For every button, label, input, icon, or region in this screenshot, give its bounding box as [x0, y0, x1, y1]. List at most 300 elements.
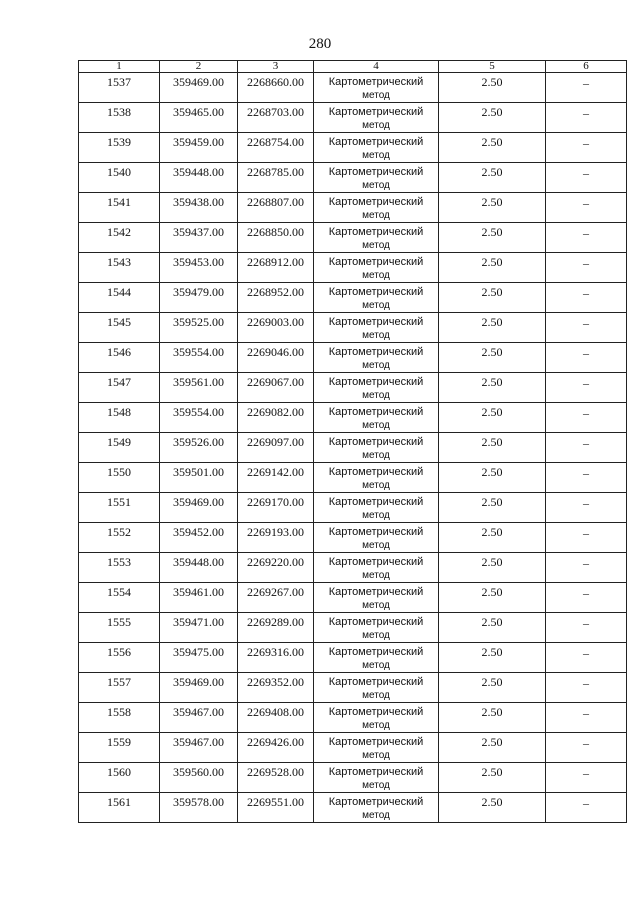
x-coordinate: 359467.00 [173, 735, 224, 749]
method-line-1: Картометрический [328, 556, 424, 568]
method-cell [314, 133, 439, 163]
method-line-1: Картометрический [328, 106, 424, 118]
point-number-cell [79, 133, 160, 163]
y-coordinate-cell [238, 733, 314, 763]
x-coordinate-cell [160, 253, 238, 283]
point-number-cell [79, 703, 160, 733]
note-cell [546, 733, 627, 763]
point-number-cell [79, 283, 160, 313]
accuracy-cell [439, 553, 546, 583]
accuracy-cell [439, 403, 546, 433]
method-line-1: Картометрический [328, 646, 424, 658]
x-coordinate: 359475.00 [173, 645, 224, 659]
method-line-1: Картометрический [328, 136, 424, 148]
accuracy-cell [439, 313, 546, 343]
note-cell [546, 703, 627, 733]
table-row [79, 703, 627, 733]
method-cell [314, 103, 439, 133]
point-number-cell [79, 733, 160, 763]
accuracy-cell [439, 103, 546, 133]
x-coordinate-cell [160, 553, 238, 583]
accuracy-value: 2.50 [481, 705, 503, 719]
method-line-1: Картометрический [328, 436, 424, 448]
point-number-cell [79, 523, 160, 553]
y-coordinate: 2268785.00 [247, 165, 304, 179]
table-row [79, 673, 627, 703]
method-line-1: Картометрический [328, 226, 424, 238]
note-value: – [583, 706, 589, 720]
y-coordinate: 2269352.00 [247, 675, 304, 689]
x-coordinate: 359560.00 [173, 765, 224, 779]
accuracy-cell [439, 733, 546, 763]
x-coordinate-cell [160, 313, 238, 343]
note-value: – [583, 406, 589, 420]
y-coordinate: 2269316.00 [247, 645, 304, 659]
y-coordinate-cell [238, 403, 314, 433]
accuracy-value: 2.50 [481, 165, 503, 179]
note-cell [546, 763, 627, 793]
point-number: 1545 [107, 315, 131, 329]
point-number: 1544 [107, 285, 131, 299]
accuracy-cell [439, 433, 546, 463]
x-coordinate: 359469.00 [173, 495, 224, 509]
y-coordinate-cell [238, 673, 314, 703]
note-value: – [583, 376, 589, 390]
y-coordinate-cell [238, 703, 314, 733]
y-coordinate-cell [238, 463, 314, 493]
y-coordinate: 2269220.00 [247, 555, 304, 569]
point-number: 1555 [107, 615, 131, 629]
x-coordinate: 359467.00 [173, 705, 224, 719]
y-coordinate: 2269426.00 [247, 735, 304, 749]
y-coordinate: 2268660.00 [247, 75, 304, 89]
point-number: 1543 [107, 255, 131, 269]
y-coordinate-cell [238, 343, 314, 373]
point-number: 1554 [107, 585, 131, 599]
x-coordinate-cell [160, 643, 238, 673]
method-cell [314, 613, 439, 643]
note-cell [546, 193, 627, 223]
point-number-cell [79, 643, 160, 673]
note-value: – [583, 496, 589, 510]
column-header-4: 4 [314, 61, 439, 73]
accuracy-cell [439, 493, 546, 523]
method-line-2: метод [362, 690, 390, 701]
x-coordinate-cell [160, 763, 238, 793]
x-coordinate: 359501.00 [173, 465, 224, 479]
table-row [79, 373, 627, 403]
method-cell [314, 73, 439, 103]
y-coordinate: 2269408.00 [247, 705, 304, 719]
accuracy-value: 2.50 [481, 675, 503, 689]
note-value: – [583, 346, 589, 360]
x-coordinate: 359525.00 [173, 315, 224, 329]
accuracy-value: 2.50 [481, 195, 503, 209]
point-number: 1550 [107, 465, 131, 479]
accuracy-value: 2.50 [481, 105, 503, 119]
accuracy-value: 2.50 [481, 405, 503, 419]
method-line-2: метод [362, 90, 390, 101]
x-coordinate: 359578.00 [173, 795, 224, 809]
y-coordinate: 2269170.00 [247, 495, 304, 509]
x-coordinate: 359448.00 [173, 555, 224, 569]
column-header-2: 2 [160, 61, 238, 73]
method-line-2: метод [362, 570, 390, 581]
y-coordinate-cell [238, 523, 314, 553]
method-cell [314, 343, 439, 373]
table-row [79, 223, 627, 253]
accuracy-value: 2.50 [481, 495, 503, 509]
note-cell [546, 403, 627, 433]
column-header-5: 5 [439, 61, 546, 73]
method-line-1: Картометрический [328, 196, 424, 208]
point-number-cell [79, 343, 160, 373]
point-number: 1552 [107, 525, 131, 539]
note-value: – [583, 466, 589, 480]
accuracy-cell [439, 223, 546, 253]
method-cell [314, 373, 439, 403]
accuracy-cell [439, 703, 546, 733]
table-body [79, 73, 627, 823]
x-coordinate: 359452.00 [173, 525, 224, 539]
method-cell [314, 793, 439, 823]
accuracy-cell [439, 463, 546, 493]
table-row [79, 793, 627, 823]
method-line-2: метод [362, 810, 390, 821]
accuracy-cell [439, 583, 546, 613]
point-number-cell [79, 463, 160, 493]
table-row [79, 613, 627, 643]
method-line-1: Картометрический [328, 76, 424, 88]
accuracy-value: 2.50 [481, 315, 503, 329]
accuracy-value: 2.50 [481, 525, 503, 539]
y-coordinate-cell [238, 193, 314, 223]
method-line-2: метод [362, 270, 390, 281]
x-coordinate-cell [160, 73, 238, 103]
y-coordinate-cell [238, 493, 314, 523]
accuracy-cell [439, 253, 546, 283]
y-coordinate-cell [238, 433, 314, 463]
point-number: 1546 [107, 345, 131, 359]
x-coordinate-cell [160, 133, 238, 163]
method-cell [314, 193, 439, 223]
table-header-row [79, 61, 627, 73]
method-cell [314, 223, 439, 253]
point-number-cell [79, 793, 160, 823]
point-number-cell [79, 493, 160, 523]
point-number: 1556 [107, 645, 131, 659]
note-value: – [583, 586, 589, 600]
method-cell [314, 493, 439, 523]
x-coordinate-cell [160, 793, 238, 823]
table-row [79, 463, 627, 493]
note-cell [546, 433, 627, 463]
method-line-1: Картометрический [328, 736, 424, 748]
point-number-cell [79, 103, 160, 133]
note-value: – [583, 196, 589, 210]
method-line-1: Картометрический [328, 466, 424, 478]
y-coordinate-cell [238, 163, 314, 193]
point-number: 1553 [107, 555, 131, 569]
point-number: 1551 [107, 495, 131, 509]
y-coordinate-cell [238, 283, 314, 313]
point-number: 1547 [107, 375, 131, 389]
accuracy-value: 2.50 [481, 135, 503, 149]
note-value: – [583, 136, 589, 150]
method-cell [314, 763, 439, 793]
x-coordinate: 359465.00 [173, 105, 224, 119]
x-coordinate-cell [160, 613, 238, 643]
note-cell [546, 493, 627, 523]
method-line-2: метод [362, 600, 390, 611]
accuracy-value: 2.50 [481, 225, 503, 239]
accuracy-value: 2.50 [481, 735, 503, 749]
table-row [79, 763, 627, 793]
note-value: – [583, 166, 589, 180]
method-line-2: метод [362, 210, 390, 221]
method-line-2: метод [362, 180, 390, 191]
method-line-2: метод [362, 540, 390, 551]
note-cell [546, 523, 627, 553]
point-number: 1539 [107, 135, 131, 149]
accuracy-value: 2.50 [481, 765, 503, 779]
note-cell [546, 73, 627, 103]
x-coordinate-cell [160, 673, 238, 703]
note-cell [546, 223, 627, 253]
table-row [79, 433, 627, 463]
x-coordinate-cell [160, 223, 238, 253]
method-line-2: метод [362, 390, 390, 401]
method-line-1: Картометрический [328, 286, 424, 298]
y-coordinate: 2269193.00 [247, 525, 304, 539]
note-value: – [583, 676, 589, 690]
y-coordinate: 2269067.00 [247, 375, 304, 389]
accuracy-value: 2.50 [481, 345, 503, 359]
x-coordinate-cell [160, 733, 238, 763]
method-line-2: метод [362, 750, 390, 761]
x-coordinate-cell [160, 283, 238, 313]
y-coordinate: 2269003.00 [247, 315, 304, 329]
method-cell [314, 463, 439, 493]
x-coordinate-cell [160, 193, 238, 223]
method-line-1: Картометрический [328, 616, 424, 628]
x-coordinate-cell [160, 163, 238, 193]
x-coordinate: 359561.00 [173, 375, 224, 389]
point-number-cell [79, 223, 160, 253]
y-coordinate: 2269289.00 [247, 615, 304, 629]
y-coordinate: 2269097.00 [247, 435, 304, 449]
point-number-cell [79, 73, 160, 103]
method-line-1: Картометрический [328, 706, 424, 718]
y-coordinate: 2269046.00 [247, 345, 304, 359]
note-value: – [583, 646, 589, 660]
y-coordinate: 2268754.00 [247, 135, 304, 149]
y-coordinate: 2269142.00 [247, 465, 304, 479]
point-number-cell [79, 253, 160, 283]
method-line-2: метод [362, 780, 390, 791]
table-row [79, 733, 627, 763]
method-cell [314, 523, 439, 553]
accuracy-cell [439, 673, 546, 703]
y-coordinate-cell [238, 613, 314, 643]
x-coordinate-cell [160, 523, 238, 553]
table-row [79, 163, 627, 193]
method-line-1: Картометрический [328, 676, 424, 688]
x-coordinate: 359479.00 [173, 285, 224, 299]
table-row [79, 73, 627, 103]
table-row [79, 253, 627, 283]
method-line-1: Картометрический [328, 316, 424, 328]
table-row [79, 493, 627, 523]
y-coordinate: 2269267.00 [247, 585, 304, 599]
accuracy-value: 2.50 [481, 255, 503, 269]
method-line-2: метод [362, 330, 390, 341]
table-row [79, 343, 627, 373]
table-row [79, 403, 627, 433]
point-number: 1561 [107, 795, 131, 809]
method-line-2: метод [362, 120, 390, 131]
point-number: 1560 [107, 765, 131, 779]
method-line-1: Картометрический [328, 796, 424, 808]
method-line-1: Картометрический [328, 766, 424, 778]
note-cell [546, 673, 627, 703]
point-number: 1557 [107, 675, 131, 689]
x-coordinate-cell [160, 493, 238, 523]
accuracy-cell [439, 763, 546, 793]
method-cell [314, 583, 439, 613]
note-cell [546, 133, 627, 163]
point-number-cell [79, 673, 160, 703]
method-line-2: метод [362, 240, 390, 251]
method-cell [314, 733, 439, 763]
x-coordinate-cell [160, 433, 238, 463]
note-cell [546, 373, 627, 403]
table-row [79, 583, 627, 613]
method-cell [314, 673, 439, 703]
method-cell [314, 283, 439, 313]
note-value: – [583, 796, 589, 810]
x-coordinate: 359453.00 [173, 255, 224, 269]
note-cell [546, 103, 627, 133]
point-number-cell [79, 613, 160, 643]
method-cell [314, 433, 439, 463]
table-row [79, 643, 627, 673]
point-number: 1549 [107, 435, 131, 449]
method-line-1: Картометрический [328, 406, 424, 418]
note-value: – [583, 226, 589, 240]
accuracy-cell [439, 193, 546, 223]
accuracy-cell [439, 163, 546, 193]
accuracy-cell [439, 523, 546, 553]
point-number-cell [79, 583, 160, 613]
note-cell [546, 163, 627, 193]
accuracy-value: 2.50 [481, 435, 503, 449]
table-row [79, 133, 627, 163]
note-value: – [583, 256, 589, 270]
accuracy-value: 2.50 [481, 795, 503, 809]
y-coordinate-cell [238, 253, 314, 283]
method-line-1: Картометрический [328, 376, 424, 388]
method-cell [314, 253, 439, 283]
method-line-2: метод [362, 360, 390, 371]
y-coordinate-cell [238, 223, 314, 253]
point-number: 1559 [107, 735, 131, 749]
table-row [79, 553, 627, 583]
note-value: – [583, 526, 589, 540]
point-number: 1548 [107, 405, 131, 419]
point-number: 1541 [107, 195, 131, 209]
accuracy-value: 2.50 [481, 645, 503, 659]
x-coordinate-cell [160, 583, 238, 613]
x-coordinate: 359469.00 [173, 75, 224, 89]
y-coordinate: 2268850.00 [247, 225, 304, 239]
note-value: – [583, 556, 589, 570]
accuracy-value: 2.50 [481, 75, 503, 89]
y-coordinate: 2269082.00 [247, 405, 304, 419]
y-coordinate-cell [238, 103, 314, 133]
x-coordinate: 359448.00 [173, 165, 224, 179]
point-number: 1540 [107, 165, 131, 179]
point-number: 1537 [107, 75, 131, 89]
x-coordinate: 359437.00 [173, 225, 224, 239]
table-row [79, 193, 627, 223]
method-line-2: метод [362, 300, 390, 311]
point-number: 1558 [107, 705, 131, 719]
accuracy-cell [439, 373, 546, 403]
method-line-1: Картометрический [328, 166, 424, 178]
note-cell [546, 283, 627, 313]
coordinates-table [78, 60, 627, 823]
x-coordinate-cell [160, 403, 238, 433]
method-line-1: Картометрический [328, 526, 424, 538]
x-coordinate: 359459.00 [173, 135, 224, 149]
accuracy-cell [439, 343, 546, 373]
note-value: – [583, 106, 589, 120]
x-coordinate: 359438.00 [173, 195, 224, 209]
point-number-cell [79, 433, 160, 463]
column-header-3: 3 [238, 61, 314, 73]
x-coordinate: 359554.00 [173, 345, 224, 359]
accuracy-cell [439, 793, 546, 823]
accuracy-value: 2.50 [481, 285, 503, 299]
accuracy-cell [439, 643, 546, 673]
method-line-1: Картометрический [328, 256, 424, 268]
method-line-1: Картометрический [328, 496, 424, 508]
y-coordinate: 2269528.00 [247, 765, 304, 779]
accuracy-cell [439, 73, 546, 103]
method-line-2: метод [362, 630, 390, 641]
method-line-2: метод [362, 660, 390, 671]
method-line-2: метод [362, 420, 390, 431]
table-row [79, 103, 627, 133]
x-coordinate-cell [160, 343, 238, 373]
method-line-2: метод [362, 480, 390, 491]
column-header-6: 6 [546, 61, 627, 73]
method-line-2: метод [362, 720, 390, 731]
table-row [79, 283, 627, 313]
point-number-cell [79, 373, 160, 403]
y-coordinate-cell [238, 373, 314, 403]
method-cell [314, 643, 439, 673]
x-coordinate: 359471.00 [173, 615, 224, 629]
point-number-cell [79, 763, 160, 793]
y-coordinate-cell [238, 133, 314, 163]
method-cell [314, 403, 439, 433]
x-coordinate-cell [160, 103, 238, 133]
method-line-2: метод [362, 450, 390, 461]
note-value: – [583, 736, 589, 750]
x-coordinate: 359461.00 [173, 585, 224, 599]
